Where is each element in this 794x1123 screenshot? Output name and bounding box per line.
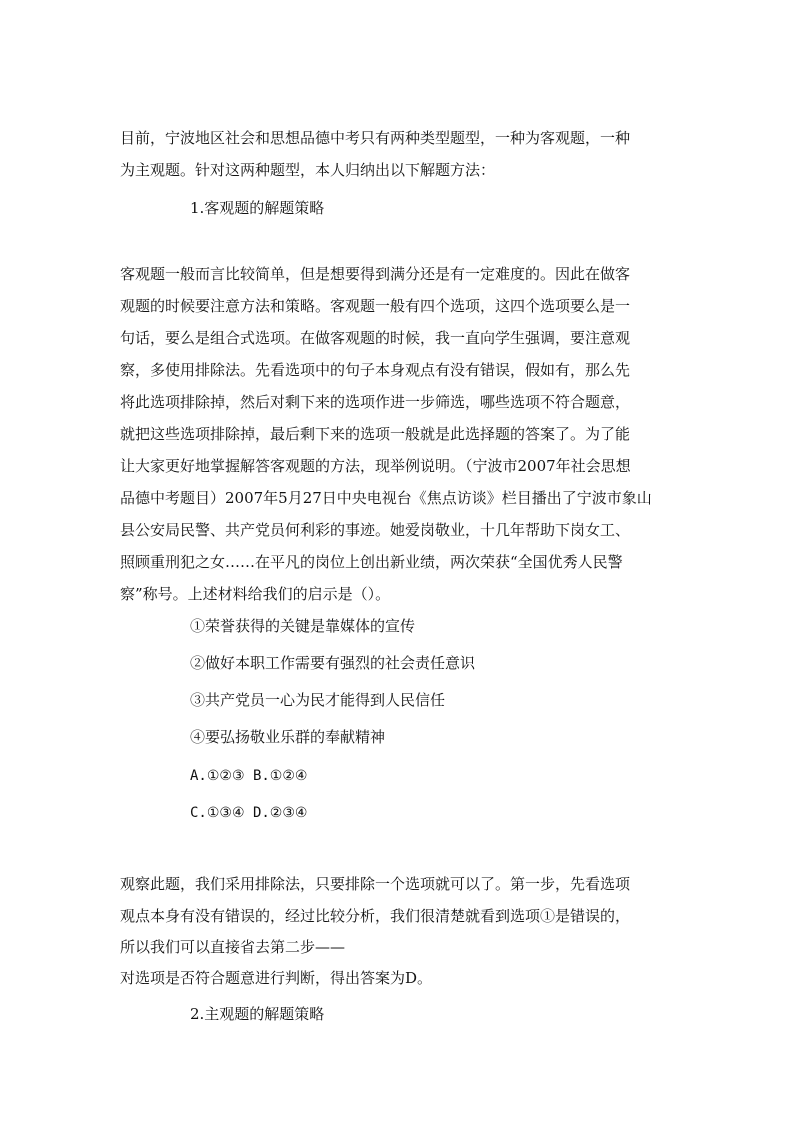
section1-heading: 1.客观题的解题策略 [190,199,325,217]
answer-choices: A.①②③ B.①②④ [190,768,308,784]
analysis-line: 对选项是否符合题意进行判断，得出答案为D。 [120,969,433,987]
body-line: 客观题一般而言比较简单，但是想要得到满分还是有一定难度的。因此在做客 [120,265,631,283]
analysis-line: 所以我们可以直接省去第二步—— [120,938,346,956]
body-line: 让大家更好地掌握解答客观题的方法，现举例说明。（宁波市2007年社会思想 [120,457,631,475]
body-line: 将此选项排除掉，然后对剩下来的选项作进一步筛选，哪些选项不符合题意， [120,393,631,411]
body-line: 品德中考题目）2007年5月27日中央电视台《焦点访谈》栏目播出了宁波市象山 [120,489,652,507]
body-line: 就把这些选项排除掉，最后剩下来的选项一般就是此选择题的答案了。为了能 [120,425,631,443]
option-item: ①荣誉获得的关键是靠媒体的宣传 [190,617,416,635]
body-line: 句话，要么是组合式选项。在做客观题的时候，我一直向学生强调，要注意观 [120,329,631,347]
body-line: 县公安局民警、共产党员何利彩的事迹。她爱岗敬业，十几年帮助下岗女工、 [120,521,631,539]
option-item: ③共产党员一心为民才能得到人民信任 [190,691,446,709]
intro-line: 为主观题。针对这两种题型，本人归纳出以下解题方法： [120,161,496,179]
analysis-line: 观点本身有没有错误的，经过比较分析，我们很清楚就看到选项①是错误的， [120,907,631,925]
body-line: 察，多使用排除法。先看选项中的句子本身观点有没有错误，假如有，那么先 [120,361,631,379]
body-line: 观题的时候要注意方法和策略。客观题一般有四个选项，这四个选项要么是一 [120,297,631,315]
answer-choices: C.①③④ D.②③④ [190,805,308,821]
option-item: ②做好本职工作需要有强烈的社会责任意识 [190,654,476,672]
body-line: 察”称号。上述材料给我们的启示是（）。 [120,585,391,603]
analysis-line: 观察此题，我们采用排除法，只要排除一个选项就可以了。第一步，先看选项 [120,875,631,893]
intro-line: 目前，宁波地区社会和思想品德中考只有两种类型题型，一种为客观题，一种 [120,129,631,147]
body-line: 照顾重刑犯之女……在平凡的岗位上创出新业绩，两次荣获“全国优秀人民警 [120,553,623,571]
section2-heading: 2.主观题的解题策略 [190,1005,325,1023]
option-item: ④要弘扬敬业乐群的奉献精神 [190,728,386,746]
